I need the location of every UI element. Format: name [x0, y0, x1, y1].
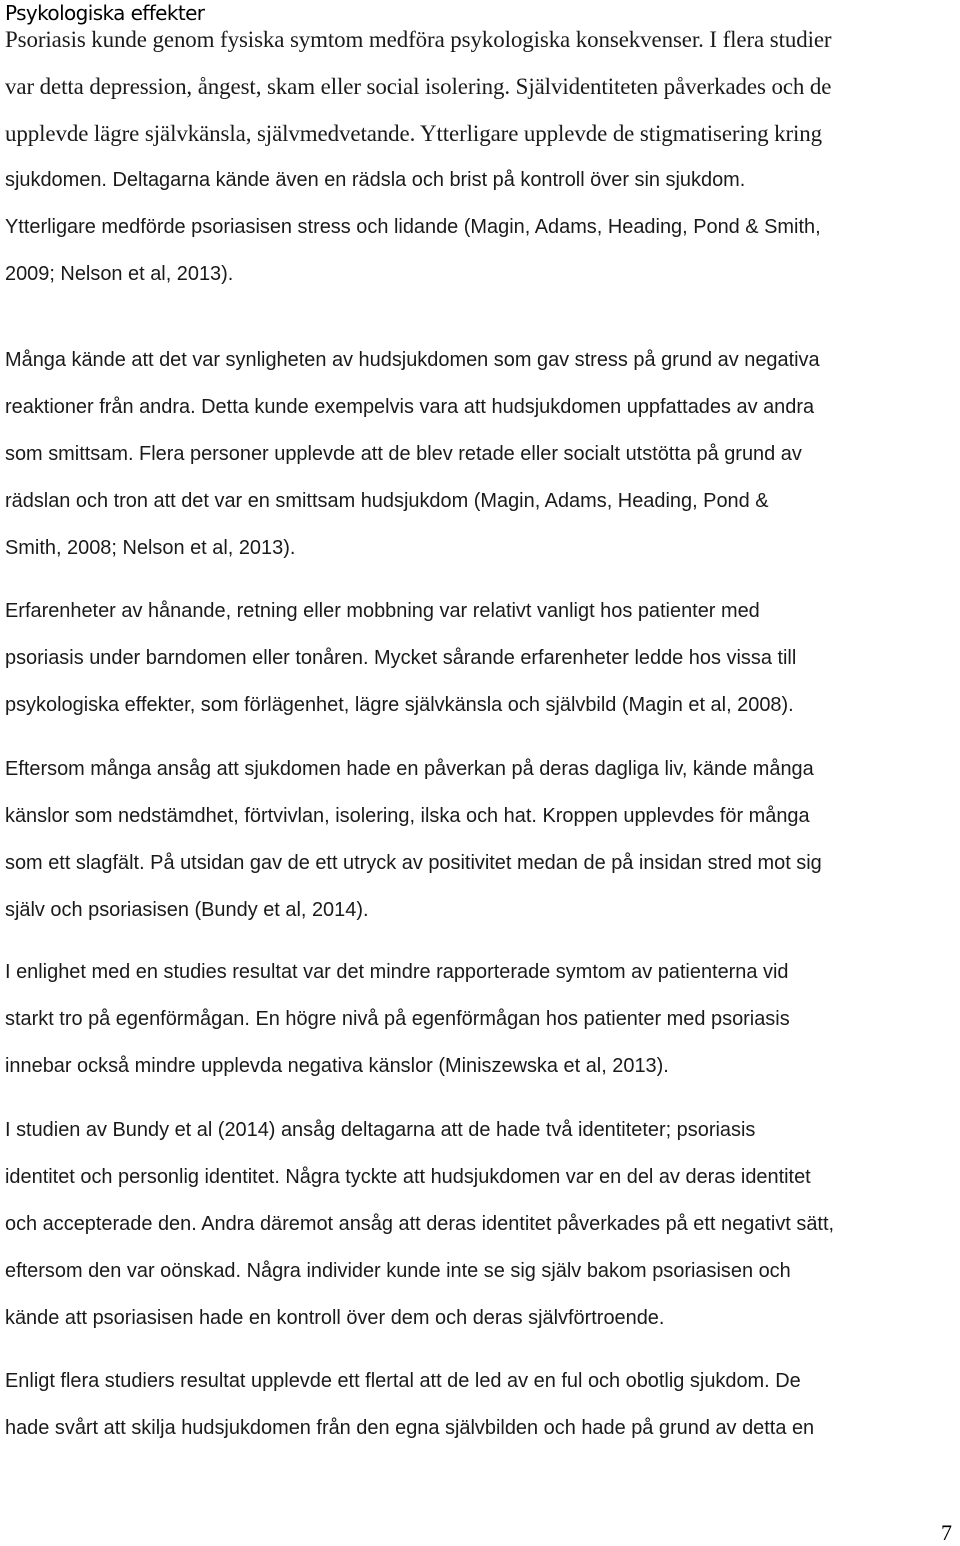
paragraph-line: psoriasis under barndomen eller tonåren. Mycket sårande erfarenheter ledde hos vissa till: [5, 647, 797, 669]
paragraph-1: [5, 16, 957, 298]
paragraph-line: Ytterligare medförde psoriasisen stress och lidande (Magin, Adams, Heading, Pond & Smith,: [5, 216, 821, 238]
paragraph-2: [5, 337, 957, 572]
paragraph-line: Erfarenheter av hånande, retning eller mobbning var relativt vanligt hos patienter med: [5, 600, 760, 622]
paragraph-6: [5, 1107, 957, 1342]
paragraph-line: Många kände att det var synligheten av hudsjukdomen som gav stress på grund av negativa: [5, 349, 820, 371]
paragraph-line: själv och psoriasisen (Bundy et al, 2014).: [5, 899, 369, 921]
paragraph-5: [5, 949, 957, 1090]
paragraph-line: Smith, 2008; Nelson et al, 2013).: [5, 537, 296, 559]
paragraph-line: hade svårt att skilja hudsjukdomen från den egna självbilden och hade på grund av detta en: [5, 1417, 815, 1439]
paragraph-line: var detta depression, ångest, skam eller social isolering. Självidentiteten påverkades och de: [5, 74, 832, 99]
paragraph-line: innebar också mindre upplevda negativa känslor (Miniszewska et al, 2013).: [5, 1055, 669, 1077]
paragraph-line: Psoriasis kunde genom fysiska symtom medföra psykologiska konsekvenser. I flera studier: [5, 27, 832, 52]
paragraph-line: rädslan och tron att det var en smittsam hudsjukdom (Magin, Adams, Heading, Pond &: [5, 490, 769, 512]
paragraph-line: upplevde lägre självkänsla, självmedvetande. Ytterligare upplevde de stigmatisering kring: [5, 121, 823, 146]
paragraph-line: som ett slagfält. På utsidan gav de ett utryck av positivitet medan de på insidan stred mot sig: [5, 852, 822, 874]
paragraph-line: och accepterade den. Andra däremot ansåg att deras identitet påverkades på ett negativt sätt,: [5, 1213, 835, 1235]
paragraph-line: 2009; Nelson et al, 2013).: [5, 263, 234, 285]
paragraph-4: [5, 746, 957, 934]
paragraph-line: reaktioner från andra. Detta kunde exempelvis vara att hudsjukdomen uppfattades av andra: [5, 396, 815, 418]
paragraph-line: identitet och personlig identitet. Några tyckte att hudsjukdomen var en del av deras identitet: [5, 1166, 811, 1188]
section-heading: Psykologiska effekter: [5, 1, 205, 25]
paragraph-line: eftersom den var oönskad. Några individer kunde inte se sig själv bakom psoriasisen och: [5, 1260, 791, 1282]
paragraph-line: starkt tro på egenförmågan. En högre nivå på egenförmågan hos patienter med psoriasis: [5, 1008, 790, 1030]
page-number: 7: [941, 1520, 952, 1545]
paragraph-7: [5, 1358, 957, 1452]
paragraph-line: som smittsam. Flera personer upplevde att de blev retade eller socialt utstötta på grund av: [5, 443, 802, 465]
paragraph-line: I studien av Bundy et al (2014) ansåg deltagarna att de hade två identiteter; psoriasis: [5, 1119, 756, 1141]
paragraph-line: sjukdomen. Deltagarna kände även en rädsla och brist på kontroll över sin sjukdom.: [5, 169, 746, 191]
paragraph-line: psykologiska effekter, som förlägenhet, lägre självkänsla och självbild (Magin et al, 2008).: [5, 694, 794, 716]
paragraph-line: Eftersom många ansåg att sjukdomen hade en påverkan på deras dagliga liv, kände många: [5, 758, 814, 780]
paragraph-line: Enligt flera studiers resultat upplevde ett flertal att de led av en ful och obotlig sjukdom. De: [5, 1370, 801, 1392]
paragraph-line: I enlighet med en studies resultat var det mindre rapporterade symtom av patienterna vid: [5, 961, 789, 983]
paragraph-3: [5, 588, 957, 729]
paragraph-line: känslor som nedstämdhet, förtvivlan, isolering, ilska och hat. Kroppen upplevdes för många: [5, 805, 810, 827]
paragraph-line: kände att psoriasisen hade en kontroll över dem och deras självförtroende.: [5, 1307, 665, 1329]
